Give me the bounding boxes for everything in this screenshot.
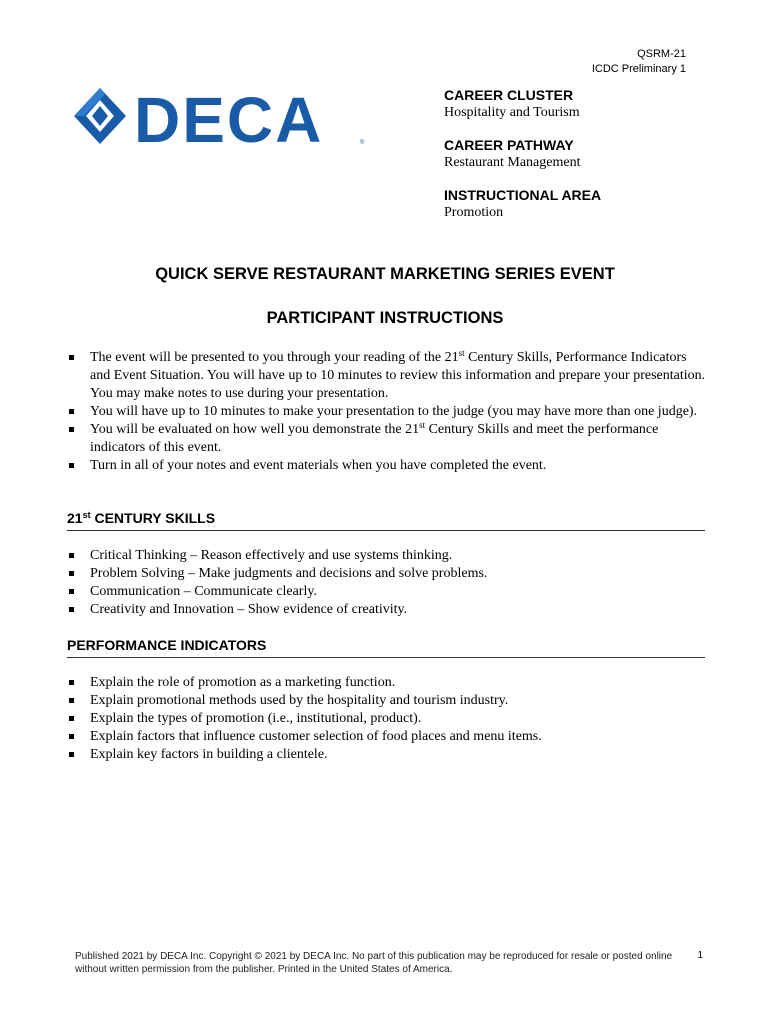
skill-item: Communication – Communicate clearly. xyxy=(66,583,706,601)
bullet-icon xyxy=(69,427,74,432)
instructional-area-heading: INSTRUCTIONAL AREA xyxy=(444,187,602,203)
bullet-icon xyxy=(69,409,74,414)
instruction-item: You will be evaluated on how well you demonstrate the 21st Century Skills and meet the performance indicators of this event. xyxy=(66,421,706,457)
indicator-item: Explain promotional methods used by the hospitality and tourism industry. xyxy=(66,692,706,710)
event-title: QUICK SERVE RESTAURANT MARKETING SERIES EVENT xyxy=(155,265,615,283)
event-code: QSRM-21 xyxy=(637,48,686,60)
bullet-icon xyxy=(69,571,74,576)
skill-item: Critical Thinking – Reason effectively and use systems thinking. xyxy=(66,547,706,565)
bullet-icon xyxy=(69,589,74,594)
century-skills-heading: 21st CENTURY SKILLS xyxy=(67,509,705,531)
performance-indicators-heading: PERFORMANCE INDICATORS xyxy=(67,636,705,658)
instructional-area-value: Promotion xyxy=(444,205,504,220)
indicator-item: Explain factors that influence customer selection of food places and menu items. xyxy=(66,728,706,746)
career-pathway-heading: CAREER PATHWAY xyxy=(444,137,574,153)
indicator-item: Explain the types of promotion (i.e., institutional, product). xyxy=(66,710,706,728)
svg-text:®: ® xyxy=(360,140,365,146)
indicator-item: Explain key factors in building a clientele. xyxy=(66,746,706,764)
event-stage: ICDC Preliminary 1 xyxy=(591,63,686,75)
career-cluster-value: Hospitality and Tourism xyxy=(444,105,580,120)
instruction-item: You will have up to 10 minutes to make your presentation to the judge (you may have more than one judge). xyxy=(66,403,706,421)
bullet-icon xyxy=(69,463,74,468)
bullet-icon xyxy=(69,698,74,703)
bullet-icon xyxy=(69,355,74,360)
page-number: 1 xyxy=(697,950,703,961)
deca-logo-mark xyxy=(72,86,372,148)
instructions-list xyxy=(66,349,706,475)
performance-indicators-list xyxy=(66,674,706,764)
logo-wordmark: DECA xyxy=(134,86,324,148)
indicator-item: Explain the role of promotion as a marketing function. xyxy=(66,674,706,692)
career-info xyxy=(444,87,714,237)
deca-logo xyxy=(72,86,372,148)
skill-item: Creativity and Innovation – Show evidence of creativity. xyxy=(66,601,706,619)
century-skills-list xyxy=(66,547,706,619)
career-cluster-heading: CAREER CLUSTER xyxy=(444,87,574,103)
copyright-footer: Published 2021 by DECA Inc. Copyright © 2021 by DECA Inc. No part of this publication may be reproduced for resale or posted online without written permission from the publisher. Printed in the United States of America. xyxy=(75,951,673,975)
bullet-icon xyxy=(69,734,74,739)
bullet-icon xyxy=(69,680,74,685)
instructions-title: PARTICIPANT INSTRUCTIONS xyxy=(266,309,504,327)
bullet-icon xyxy=(69,607,74,612)
career-pathway-value: Restaurant Management xyxy=(444,155,581,170)
bullet-icon xyxy=(69,716,74,721)
bullet-icon xyxy=(69,752,74,757)
instruction-item: Turn in all of your notes and event materials when you have completed the event. xyxy=(66,457,706,475)
instruction-item: The event will be presented to you through your reading of the 21st Century Skills, Performance Indicators and Event Situation. You will have up to 10 minutes to review this information and prepare your presentation. You may make notes to use during your presentation. xyxy=(66,349,706,403)
bullet-icon xyxy=(69,553,74,558)
skill-item: Problem Solving – Make judgments and decisions and solve problems. xyxy=(66,565,706,583)
document-code xyxy=(592,47,686,77)
